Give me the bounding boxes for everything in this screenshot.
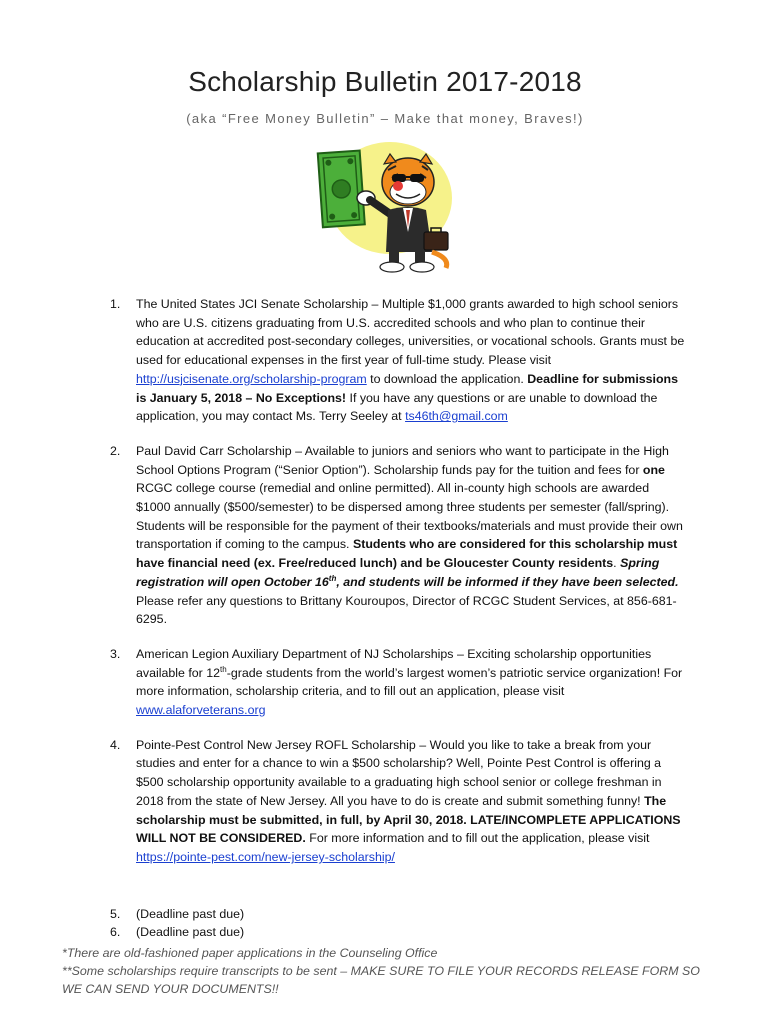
list-item xyxy=(0,442,770,629)
page-title: Scholarship Bulletin 2017-2018 xyxy=(188,66,582,97)
registration-text: Spring registration will open October 16 xyxy=(136,556,660,589)
deadline-text: Deadline for submissions is January 5, 2018 – No Exceptions! xyxy=(136,371,679,405)
emphasis-text: one xyxy=(642,462,665,477)
superscript: th xyxy=(328,573,337,583)
list-item xyxy=(0,905,770,924)
registration-text: , and students will be informed if they have been selected. xyxy=(336,574,679,589)
scholarship-link[interactable]: www.alaforveterans.org xyxy=(136,703,266,718)
tiger-mascot-holding-money-icon xyxy=(300,140,470,276)
email-link[interactable]: ts46th@gmail.com xyxy=(405,409,508,424)
scholarship-list xyxy=(0,295,770,942)
item-text: RCGC college course (remedial and online permitted). All in-county high schools are awarded $1000 annually ($500/semester) to be dispersed among three students per semester (fall/spring). Students will be responsible for the payment of their textbooks/materials and must provide their own transportation if coming to the campus. xyxy=(136,481,683,552)
item-number: 4. xyxy=(110,737,121,752)
item-number: 1. xyxy=(110,297,121,311)
item-text: – Exciting scholarship opportunities available for 12 xyxy=(136,646,652,680)
superscript: th xyxy=(220,664,227,674)
list-item xyxy=(0,295,770,426)
page-subtitle: (aka “Free Money Bulletin” – Make that money, Braves!) xyxy=(186,111,584,126)
item-text: If you have any questions or are unable to download the application, you may contact Ms. Terry Seeley at xyxy=(136,390,658,424)
scholarship-name: The United States JCI Senate Scholarship xyxy=(136,297,369,311)
scholarship-link[interactable]: https://pointe-pest.com/new-jersey-scholarship/ xyxy=(136,849,395,864)
item-text: to download the application. xyxy=(366,371,528,386)
scholarship-name: (Deadline past due) xyxy=(136,925,245,940)
list-item xyxy=(0,645,770,720)
deadline-text: The scholarship must be submitted, in full, by April 30, 2018. LATE/INCOMPLETE APPLICATIONS WILL NOT BE CONSIDERED. xyxy=(136,793,681,846)
scholarship-link[interactable]: http://usjcisenate.org/scholarship-program xyxy=(136,371,367,386)
scholarship-name: Paul David Carr Scholarship xyxy=(136,443,292,458)
item-number: 3. xyxy=(110,646,121,661)
requirement-text: Students who are considered for this scholarship must have financial need (ex. Free/reduced lunch) and be Gloucester County residents xyxy=(136,537,678,571)
footnote-transcripts: **Some scholarships require transcripts to be sent – MAKE SURE TO FILE YOUR RECORDS RELEASE FORM SO WE CAN SEND YOUR DOCUMENTS!! xyxy=(62,964,700,996)
item-text: For more information and to fill out the application, please visit xyxy=(305,831,650,846)
item-number: 2. xyxy=(110,443,121,458)
item-text: – Multiple $1,000 grants awarded to high school seniors who are U.S. citizens graduating from U.S. accredited schools and who plan to continue their education at accredited post-secondary colleges, universities, or vocational schools. Grants must be used for educational expenses in the first year of full-time study. Please visit xyxy=(136,297,685,368)
item-text: – Would you like to take a break from your studies and enter for a chance to win a $500 scholarship? Well, Pointe Pest Control is offering a $500 scholarship opportunity available to a graduating high school senior or college freshman in 2018 from the state of New Jersey. All you have to do is create and submit something funny! xyxy=(136,737,662,808)
item-text: -grade students from the world’s largest women’s patriotic service organization! For more information, scholarship criteria, and to fill out an application, please visit xyxy=(136,665,683,699)
list-item xyxy=(0,923,770,942)
item-number: 5. xyxy=(110,906,121,921)
list-item xyxy=(0,736,770,867)
item-number: 6. xyxy=(110,925,121,940)
scholarship-name: Pointe-Pest Control New Jersey ROFL Scholarship xyxy=(136,737,416,752)
footnote-paper-applications: *There are old-fashioned paper applications in the Counseling Office xyxy=(62,946,438,960)
item-text: Please refer any questions to Brittany Kouroupos, Director of RCGC Student Services, at 856-681-6295. xyxy=(136,593,677,627)
scholarship-name: American Legion Auxiliary Department of NJ Scholarships xyxy=(136,646,454,661)
item-text: – Available to juniors and seniors who want to participate in the High School Options Program (“Senior Option”). Scholarship funds pay for the tuition and fees for xyxy=(136,443,669,477)
scholarship-name: (Deadline past due) xyxy=(136,906,245,921)
footnotes xyxy=(62,944,702,998)
item-text: . xyxy=(613,556,621,571)
